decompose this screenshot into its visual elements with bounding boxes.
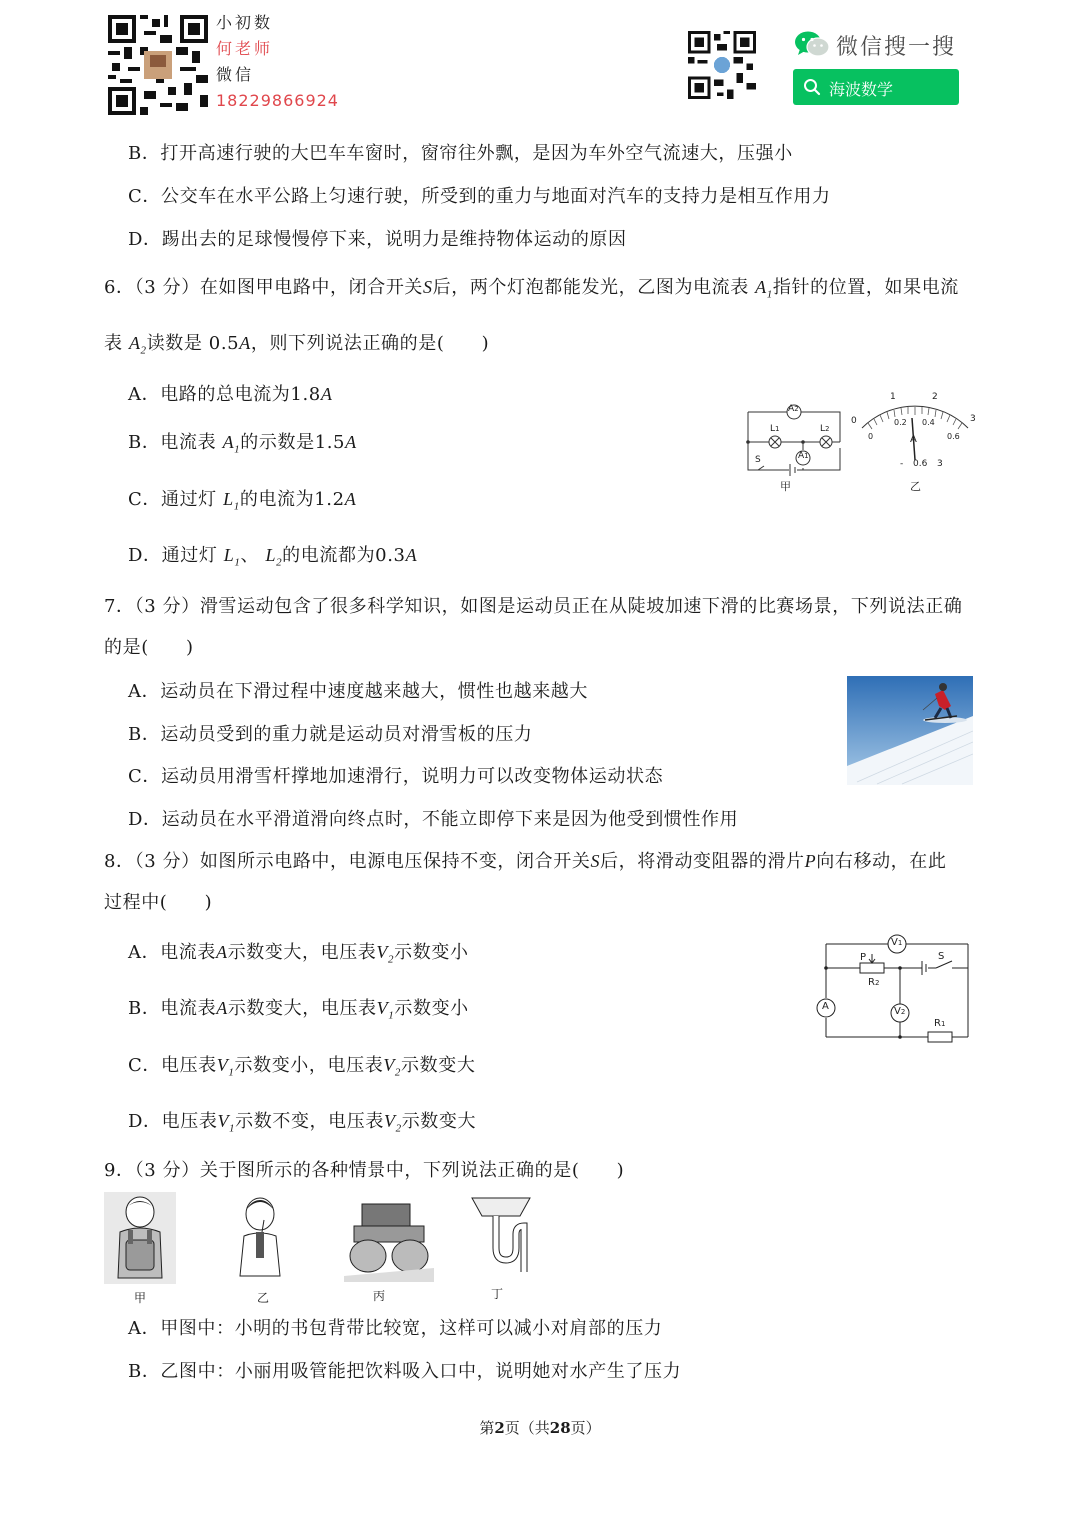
q7-option-d: D．运动员在水平滑道滑向终点时，不能立即停下来是因为他受到惯性作用 bbox=[128, 809, 739, 830]
footer-page-number: 2 bbox=[494, 1419, 505, 1437]
q8-fig-v1-sub: 1 bbox=[897, 939, 903, 947]
q8-option-b-var-v bbox=[376, 998, 395, 1022]
q8-option-d bbox=[128, 1107, 476, 1135]
q6-unit: A bbox=[239, 333, 251, 353]
footer-suffix: 页） bbox=[570, 1419, 601, 1437]
q6-fig-label-a2 bbox=[788, 404, 799, 414]
q8-var-s: S bbox=[590, 851, 601, 871]
q6-fig-l2-sub: 2 bbox=[825, 425, 830, 433]
q8-option-b-text-3: 示数变小 bbox=[394, 998, 469, 1019]
q6-option-b-text-2: 的示数是 bbox=[240, 432, 315, 453]
q7-stem-line-1: 7．（3 分）滑雪运动包含了很多科学知识，如图是运动员正在从陡坡加速下滑的比赛场景，下列说法正确 bbox=[104, 596, 963, 617]
footer-mid: 页（共 bbox=[504, 1419, 550, 1437]
q8-option-c-v1-base: V bbox=[216, 1055, 229, 1075]
q8-fig-r1: R1 bbox=[934, 1018, 946, 1029]
q6-dial-unit: A bbox=[910, 434, 917, 445]
q6-ammeter-figure bbox=[850, 388, 980, 494]
q7-option-c: C．运动员用滑雪杆撑地加速滑行，说明力可以改变物体运动状态 bbox=[128, 766, 664, 787]
q6-fig-label-yi: 乙 bbox=[910, 480, 921, 493]
q8-fig-p: P bbox=[860, 952, 867, 963]
q7-option-a: A．运动员在下滑过程中速度越来越大，惯性也越来越大 bbox=[128, 681, 588, 702]
q6-option-c bbox=[128, 485, 356, 513]
q5-option-c: C．公交车在水平公路上匀速行驶，所受到的重力与地面对汽车的支持力是相互作用力 bbox=[128, 186, 831, 207]
q9-option-a: A．甲图中：小明的书包背带比较宽，这样可以减小对肩部的压力 bbox=[128, 1318, 663, 1339]
q6-fig-a1-sub: 1 bbox=[804, 452, 809, 460]
q8-option-a-var-v bbox=[376, 942, 395, 966]
q6-option-d-value: 0.3 bbox=[375, 545, 406, 566]
footer-total-pages: 28 bbox=[549, 1419, 571, 1437]
q6-stem-text-d: 表 bbox=[104, 333, 123, 354]
q8-option-b bbox=[128, 994, 469, 1022]
q8-option-a-var-a: A bbox=[216, 942, 228, 962]
q8-option-c-v2-sub: 2 bbox=[394, 1066, 402, 1079]
q6-option-a-text: A．电路的总电流为 bbox=[128, 384, 291, 405]
q6-terminal-3: 3 bbox=[937, 459, 943, 469]
q6-option-d bbox=[128, 541, 417, 569]
q6-var-a2-sub: 2 bbox=[140, 344, 147, 357]
q8-option-d-text-2: 示数不变，电压表 bbox=[235, 1111, 384, 1132]
q6-stem-text-e: 读数是 bbox=[146, 333, 203, 354]
contact-card bbox=[216, 10, 339, 114]
q9-label-jia: 甲 bbox=[134, 1291, 147, 1305]
q6-option-c-text: C．通过灯 bbox=[128, 489, 217, 510]
q6-circuit-figure bbox=[742, 398, 846, 493]
q6-stem-text-b: 后，两个灯泡都能发光，乙图为电流表 bbox=[432, 277, 749, 298]
q6-fig-a2-base: A bbox=[788, 404, 795, 414]
q6-value: 0.5 bbox=[208, 333, 240, 354]
q6-option-d-l2-base: L bbox=[265, 545, 277, 565]
q6-fig-l1-sub: 1 bbox=[775, 425, 780, 433]
q9-label-ding: 丁 bbox=[491, 1287, 504, 1301]
q6-option-b-var-base: A bbox=[222, 432, 235, 452]
q9-figure-yi bbox=[230, 1192, 296, 1284]
wechat-logo-icon bbox=[794, 30, 830, 58]
q8-stem-text-a: 8．（3 分）如图所示电路中，电源电压保持不变，闭合开关 bbox=[104, 851, 591, 872]
q5-option-d: D．踢出去的足球慢慢停下来，说明力是维持物体运动的原因 bbox=[128, 229, 627, 250]
q7-option-b: B．运动员受到的重力就是运动员对滑雪板的压力 bbox=[128, 724, 533, 745]
q8-option-d-text: D．电压表 bbox=[128, 1111, 218, 1132]
q8-option-d-v2-sub: 2 bbox=[395, 1122, 402, 1135]
qr-code-right bbox=[688, 31, 756, 99]
q6-option-c-var-sub: 1 bbox=[233, 500, 240, 513]
q9-option-b: B．乙图中：小丽用吸管能把饮料吸入口中，说明她对水产生了压力 bbox=[128, 1361, 682, 1382]
q8-fig-v1-base: V bbox=[891, 937, 898, 948]
q6-var-a1-base: A bbox=[755, 277, 767, 297]
q6-option-d-text: D．通过灯 bbox=[128, 545, 218, 566]
q6-option-d-var-l1 bbox=[223, 545, 241, 569]
page-footer bbox=[0, 1417, 1080, 1438]
q8-option-d-v2-base: V bbox=[383, 1111, 396, 1131]
q8-option-c-var-v1 bbox=[216, 1055, 235, 1079]
q6-fig-a2-sub: 2 bbox=[794, 405, 799, 413]
q8-fig-v2 bbox=[894, 1006, 905, 1017]
q8-fig-s: S bbox=[938, 951, 945, 962]
q6-stem-line-1 bbox=[104, 273, 959, 301]
wechat-search-title: 微信搜一搜 bbox=[836, 35, 957, 60]
q8-option-a-text: A．电流表 bbox=[128, 942, 216, 963]
q8-option-c-v2-base: V bbox=[383, 1055, 395, 1075]
q8-stem-text-c: 向右移动，在此 bbox=[816, 851, 947, 872]
q6-option-c-var bbox=[223, 489, 240, 513]
q6-fig-label-l1 bbox=[770, 424, 779, 434]
q6-stem-text-c: 指针的位置，如果电流 bbox=[772, 277, 959, 298]
q8-option-c-v1-sub: 1 bbox=[228, 1066, 235, 1079]
q8-option-a-v-base: V bbox=[376, 942, 389, 962]
q6-option-d-var-l2 bbox=[265, 545, 283, 569]
q8-stem-line-1 bbox=[104, 847, 946, 873]
q8-circuit-figure bbox=[812, 932, 972, 1044]
q6-dial-label-2: 2 bbox=[932, 392, 938, 402]
q7-skier-photo bbox=[847, 676, 973, 785]
q9-figure-ding bbox=[468, 1194, 534, 1280]
q6-var-a2 bbox=[128, 333, 147, 357]
q9-figure-jia bbox=[104, 1192, 176, 1284]
q8-option-a-text-2: 示数变大，电压表 bbox=[227, 942, 377, 963]
q6-stem-text-f: ，则下列说法正确的是( ) bbox=[250, 333, 490, 354]
q8-option-a-text-3: 示数变小 bbox=[394, 942, 469, 963]
q8-option-b-v-base: V bbox=[376, 998, 389, 1018]
q6-option-b-unit: A bbox=[345, 432, 357, 452]
q8-option-c-text-3: 示数变大 bbox=[401, 1055, 476, 1076]
q6-option-c-var-base: L bbox=[223, 489, 234, 509]
contact-phone: 18229866924 bbox=[216, 91, 339, 110]
q6-option-d-l2-sub: 2 bbox=[276, 556, 283, 569]
q6-option-d-l1-base: L bbox=[223, 545, 235, 565]
q6-option-a-value: 1.8 bbox=[290, 384, 321, 405]
q6-option-d-unit: A bbox=[405, 545, 418, 565]
q6-stem-text-a: 6．（3 分）在如图甲电路中，闭合开关 bbox=[104, 277, 424, 298]
q8-fig-v2-sub: 2 bbox=[900, 1008, 906, 1016]
q6-fig-l1-base: L bbox=[770, 424, 776, 434]
q9-figure-bing bbox=[344, 1196, 434, 1282]
q8-option-a-v-sub: 2 bbox=[388, 953, 395, 966]
q6-option-b-value: 1.5 bbox=[314, 432, 346, 453]
q8-option-d-text-3: 示数变大 bbox=[401, 1111, 477, 1132]
q8-option-c bbox=[128, 1051, 475, 1079]
q6-fig-label-a1 bbox=[798, 451, 809, 461]
q9-label-bing: 丙 bbox=[373, 1289, 386, 1303]
q6-option-d-sep: 、 bbox=[240, 545, 260, 566]
q6-option-b bbox=[128, 428, 357, 456]
q6-var-s: S bbox=[423, 277, 433, 297]
q6-option-d-text-2: 的电流都为 bbox=[282, 545, 376, 566]
q8-stem-line-2: 过程中( ) bbox=[104, 892, 213, 913]
q8-option-c-var-v2 bbox=[383, 1055, 402, 1079]
q6-dial-label-3: 3 bbox=[970, 414, 976, 424]
q5-option-b: B．打开高速行驶的大巴车车窗时，窗帘往外飘，是因为车外空气流速大，压强小 bbox=[128, 143, 793, 164]
q8-option-b-var-a: A bbox=[216, 998, 228, 1018]
q6-fig-l2-base: L bbox=[820, 424, 826, 434]
q6-terminal-minus: - bbox=[900, 459, 904, 469]
search-icon bbox=[803, 78, 821, 96]
q6-option-c-text-2: 的电流为 bbox=[239, 489, 315, 510]
q8-option-d-var-v2 bbox=[383, 1111, 402, 1135]
q6-option-b-text: B．电流表 bbox=[128, 432, 217, 453]
q6-dial-inner-02: 0.2 bbox=[894, 418, 907, 427]
q9-stem-line-1: 9．（3 分）关于图所示的各种情景中，下列说法正确的是( ) bbox=[104, 1160, 625, 1181]
q8-option-b-text-2: 示数变大，电压表 bbox=[227, 998, 377, 1019]
contact-wechat: 微信 bbox=[216, 65, 255, 84]
footer-prefix: 第 bbox=[479, 1419, 495, 1437]
q8-option-d-var-v1 bbox=[217, 1111, 236, 1135]
q6-fig-label-l2 bbox=[820, 424, 829, 434]
q8-option-c-text-2: 示数变小，电压表 bbox=[234, 1055, 384, 1076]
q6-dial-label-1: 1 bbox=[890, 392, 896, 402]
q8-option-a bbox=[128, 938, 469, 966]
wechat-search-button[interactable] bbox=[793, 69, 959, 105]
q6-option-c-value: 1.2 bbox=[314, 489, 345, 510]
q7-stem-line-2: 的是( ) bbox=[104, 637, 194, 658]
q6-fig-label-s: S bbox=[755, 455, 761, 465]
q6-option-a-unit: A bbox=[320, 384, 333, 404]
q8-option-d-v1-sub: 1 bbox=[229, 1122, 236, 1135]
q6-fig-a1-base: A bbox=[798, 451, 805, 461]
q6-option-d-l1-sub: 1 bbox=[234, 556, 241, 569]
q8-fig-r2-sub: 2 bbox=[874, 979, 880, 987]
q6-dial-inner-0: 0 bbox=[868, 432, 874, 441]
q6-option-b-var-sub: 1 bbox=[234, 443, 241, 456]
q8-fig-r1-sub: 1 bbox=[940, 1020, 946, 1028]
q8-fig-v2-base: V bbox=[894, 1006, 901, 1017]
q6-dial-inner-04: 0.4 bbox=[922, 418, 935, 427]
q9-label-yi: 乙 bbox=[257, 1291, 270, 1305]
q8-option-d-v1-base: V bbox=[217, 1111, 230, 1131]
q6-option-b-var bbox=[222, 432, 241, 456]
q8-var-p: P bbox=[804, 851, 817, 871]
q8-stem-text-b: 后，将滑动变阻器的滑片 bbox=[600, 851, 805, 872]
q8-option-b-v-sub: 1 bbox=[388, 1009, 395, 1022]
q8-fig-v1 bbox=[891, 937, 902, 948]
qr-code-left bbox=[108, 15, 208, 115]
q6-stem-line-2 bbox=[104, 329, 489, 357]
q6-dial-label-0: 0 bbox=[851, 416, 857, 426]
q6-var-a2-base: A bbox=[128, 333, 141, 353]
contact-name: 何老师 bbox=[216, 39, 274, 58]
q6-var-a1 bbox=[755, 277, 773, 301]
q6-var-a1-sub: 1 bbox=[766, 288, 773, 301]
q8-option-b-text: B．电流表 bbox=[128, 998, 217, 1019]
wechat-search-label: 海波数学 bbox=[829, 80, 894, 99]
q6-dial-inner-06: 0.6 bbox=[947, 432, 960, 441]
q8-fig-r2: R2 bbox=[868, 977, 880, 988]
contact-line-1: 小初数 bbox=[216, 13, 274, 32]
q6-option-a bbox=[128, 380, 332, 406]
q6-option-c-unit: A bbox=[344, 489, 357, 509]
q8-option-c-text: C．电压表 bbox=[128, 1055, 217, 1076]
q6-terminal-06: 0.6 bbox=[913, 459, 928, 469]
q6-fig-label-jia: 甲 bbox=[780, 480, 791, 493]
q8-fig-a: A bbox=[822, 1001, 829, 1012]
